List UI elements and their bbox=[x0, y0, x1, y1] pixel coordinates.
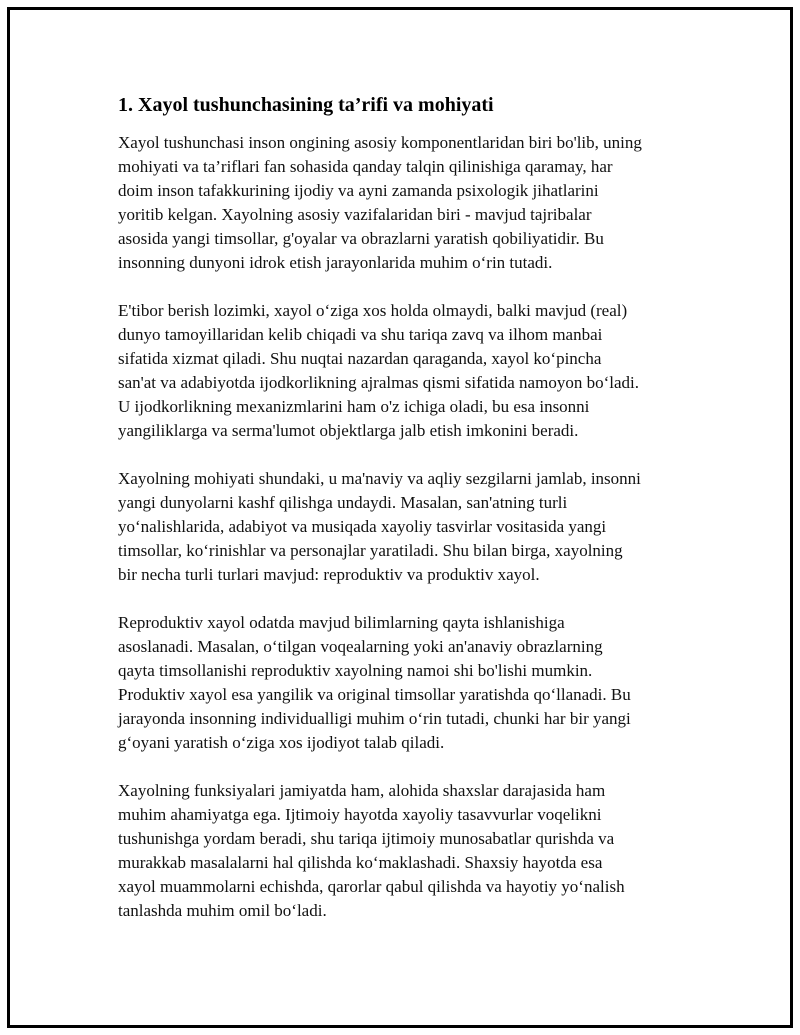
document-body bbox=[118, 92, 698, 923]
paragraph-5: Xayolning funksiyalari jamiyatda ham, alohida shaxslar darajasida ham muhim ahamiyatga ega. Ijtimoiy hayotda xayoliy tasavvurlar voqelikni tushunishga yordam beradi, shu tariqa ijtimoiy munosabatlar qurishda va murakkab masalalarni hal qilishda ko‘maklashadi. Shaxsiy hayotda esa xayol muammolarni echishda, qarorlar qabul qilishda va hayotiy yo‘nalish tanlashda muhim omil bo‘ladi. bbox=[118, 781, 625, 920]
paragraph-4: Reproduktiv xayol odatda mavjud bilimlarning qayta ishlanishiga asoslanadi. Masalan, o‘tilgan voqealarning yoki an'anaviy obrazlarning qayta timsollanishi reproduktiv xayolning namoi shi bo'lishi mumkin. Produktiv xayol esa yangilik va original timsollar yaratishda qo‘llanadi. Bu jarayonda insonning individualligi muhim o‘rin tutadi, chunki har bir yangi g‘oyani yaratish o‘ziga xos ijodiyot talab qiladi. bbox=[118, 613, 631, 752]
paragraph-3: Xayolning mohiyati shundaki, u ma'naviy va aqliy sezgilarni jamlab, insonni yangi dunyolarni kashf qilishga undaydi. Masalan, san'atning turli yo‘nalishlarida, adabiyot va musiqada xayoliy tasvirlar vositasida yangi timsollar, ko‘rinishlar va personajlar yaratiladi. Shu bilan birga, xayolning bir necha turli turlari mavjud: reproduktiv va produktiv xayol. bbox=[118, 469, 641, 584]
paragraph-1: Xayol tushunchasi inson ongining asosiy komponentlaridan biri bo'lib, uning mohiyati va ta’riflari fan sohasida qanday talqin qilinishiga qaramay, har doim inson tafakkurining ijodiy va ayni zamanda psixologik jihatlarini yoritib kelgan. Xayolning asosiy vazifalaridan biri - mavjud tajribalar asosida yangi timsollar, g'oyalar va obrazlarni yaratish qobiliyatidir. Bu insonning dunyoni idrok etish jarayonlarida muhim o‘rin tutadi. bbox=[118, 133, 642, 272]
section-title: 1. Xayol tushunchasining ta’rifi va mohiyati bbox=[118, 94, 494, 116]
paragraph-2: E'tibor berish lozimki, xayol o‘ziga xos holda olmaydi, balki mavjud (real) dunyo tamoyillaridan kelib chiqadi va shu tariqa zavq va ilhom manbai sifatida xizmat qiladi. Shu nuqtai nazardan qaraganda, xayol ko‘pincha san'at va adabiyotda ijodkorlikning ajralmas qismi sifatida namoyon bo‘ladi. U ijodkorlikning mexanizmlarini ham o'z ichiga oladi, bu esa insonni yangiliklarga va serma'lumot objektlarga jalb etish imkonini beradi. bbox=[118, 301, 639, 440]
